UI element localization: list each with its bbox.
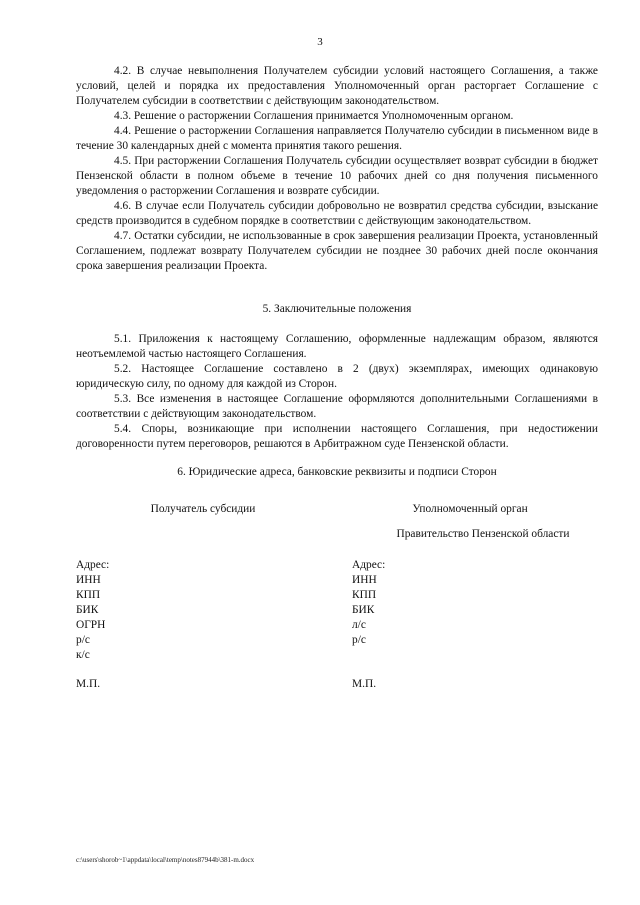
- left-signature-line: [120, 525, 286, 540]
- paragraph-5-1: 5.1. Приложения к настоящему Соглашению, оформленные надлежащим образом, являются неотъемлемой частью настоящего Соглашения.: [76, 333, 598, 360]
- section-6-heading-wrap: [76, 465, 598, 480]
- paragraph-4-6: 4.6. В случае если Получатель субсидии добровольно не возвратил средства субсидии, взыскание средств производится в судебном порядке в соответствии с действующим законодательством.: [76, 200, 598, 227]
- right-requisites: [352, 558, 502, 648]
- right-stamp-line: [352, 657, 492, 672]
- left-stamp: М.П.: [76, 678, 101, 690]
- right-field-bik: БИК: [352, 604, 375, 616]
- left-field-inn: ИНН: [76, 574, 101, 586]
- footer-file-path: c:\users\shorob~1\appdata\local\temp\notes87944b\381-m.docx: [76, 856, 255, 864]
- left-stamp-line: [76, 657, 206, 672]
- paragraph-5-2: 5.2. Настоящее Соглашение составлено в 2 (двух) экземплярах, имеющих одинаковую юридическую силу, по одному для каждой из Сторон.: [76, 363, 598, 390]
- left-field-ks: к/с: [76, 649, 90, 661]
- right-party-title: Уполномоченный орган: [412, 503, 528, 515]
- paragraph-4-3: 4.3. Решение о расторжении Соглашения принимается Уполномоченным органом.: [114, 110, 514, 122]
- paragraph-4-7: 4.7. Остатки субсидии, не использованные в срок завершения реализации Проекта, установленный Соглашением, подлежат возврату Получателем субсидии не позднее 30 рабочих дней после окончания срока завершения реализации Проекта.: [76, 230, 598, 272]
- right-field-rs: р/с: [352, 634, 366, 646]
- right-party-org: Правительство Пензенской области: [396, 528, 570, 540]
- paragraph-5-4: 5.4. Споры, возникающие при исполнении настоящего Соглашения, при недостижении договоренности путем переговоров, решаются в Арбитражном суде Пензенской области.: [76, 423, 598, 450]
- page-number: 3: [317, 36, 323, 48]
- section-5-heading-wrap: [76, 302, 598, 317]
- section-5-body: [76, 332, 598, 452]
- paragraph-4-5: 4.5. При расторжении Соглашения Получатель субсидии осуществляет возврат субсидии в бюджет Пензенской области в полном объеме в течение 10 рабочих дней со дня получения письменного уведомления о расторжении Соглашения и возврате субсидии.: [76, 155, 598, 197]
- left-field-rs: р/с: [76, 634, 90, 646]
- section-6-title: 6. Юридические адреса, банковские реквизиты и подписи Сторон: [177, 466, 497, 478]
- left-field-address: Адрес:: [76, 559, 110, 571]
- right-stamp: М.П.: [352, 678, 377, 690]
- left-field-kpp: КПП: [76, 589, 101, 601]
- left-requisites: [76, 558, 226, 663]
- paragraph-5-3: 5.3. Все изменения в настоящее Соглашение оформляются дополнительными Соглашениями в соответствии с действующим законодательством.: [76, 393, 598, 420]
- right-field-kpp: КПП: [352, 589, 377, 601]
- left-field-bik: БИК: [76, 604, 99, 616]
- right-field-inn: ИНН: [352, 574, 377, 586]
- right-field-ls: л/с: [352, 619, 366, 631]
- paragraph-4-4: 4.4. Решение о расторжении Соглашения направляется Получателю субсидии в письменном виде в течение 30 календарных дней с момента принятия такого решения.: [76, 125, 598, 152]
- left-field-ogrn: ОГРН: [76, 619, 106, 631]
- section-4-body: [76, 64, 598, 274]
- paragraph-4-2: 4.2. В случае невыполнения Получателем субсидии условий настоящего Соглашения, а также условий, целей и порядка их предоставления Уполномоченный орган расторгает Соглашение с Получателем субсидии в соответствии с действующим законодательством.: [76, 65, 598, 107]
- right-field-address: Адрес:: [352, 559, 386, 571]
- left-party-title: Получатель субсидии: [150, 503, 256, 515]
- section-5-title: 5. Заключительные положения: [262, 303, 412, 315]
